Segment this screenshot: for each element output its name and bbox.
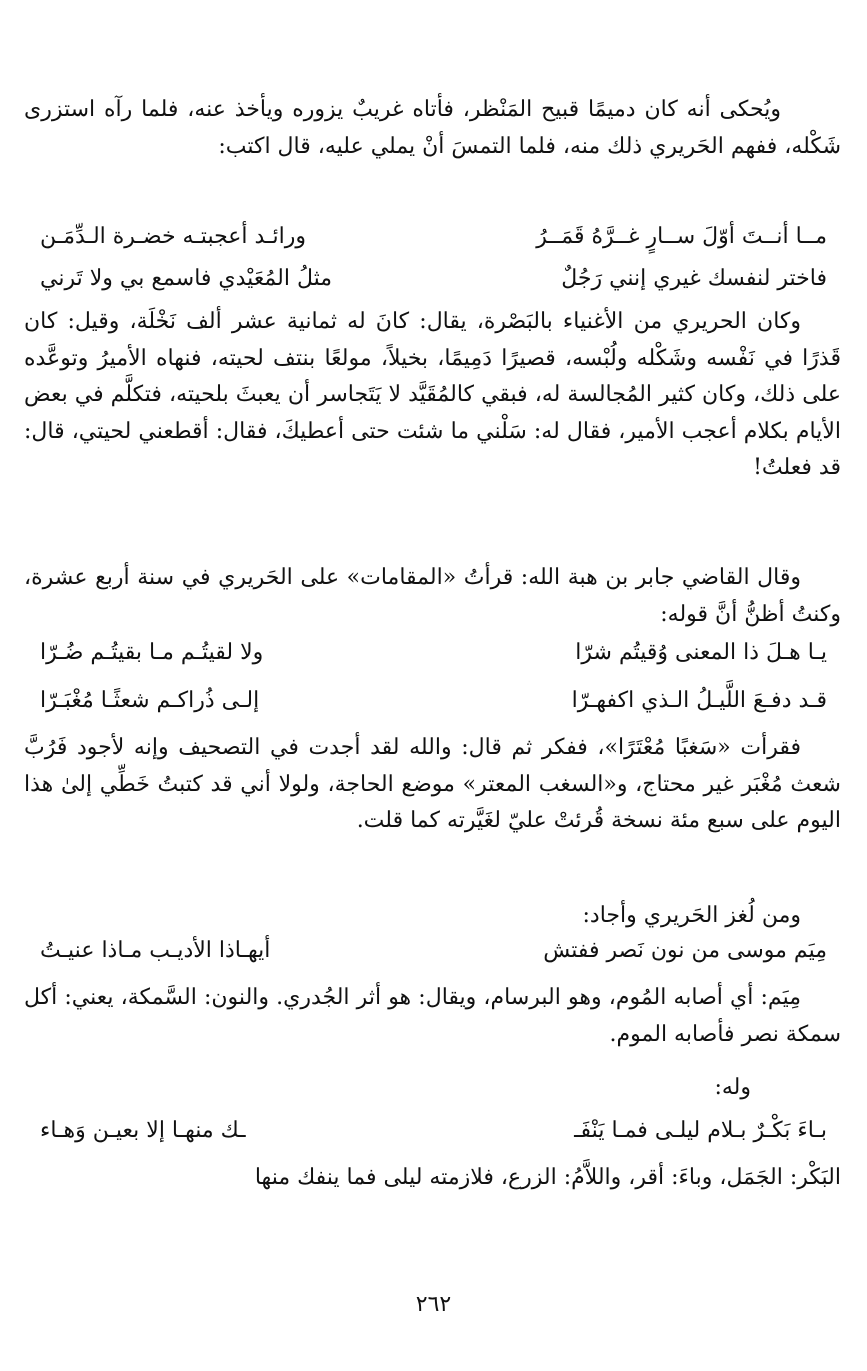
paragraph-text: مِيَم: أي أصابه المُوم، وهو البرسام، ويقال: هو أثر الجُدري. والنون: السَّمكة، يعني: أكل سمكة نصر فأصابه الموم. [24,985,841,1047]
paragraph-body [24,1070,841,1107]
verse-first-hemistich: فاختر لنفسك غيري إنني رَجُلٌ [561,266,827,291]
verse-second-hemistich: ـك منهـا إلا بعيـن وَهـاء [40,1118,246,1143]
verse-second-hemistich: إلـى ذُراكـم شعثًـا مُغْبَـرّا [40,688,260,713]
paragraph-body [24,898,841,935]
paragraph-body [24,980,841,1053]
paragraph-text: وله: [714,1075,751,1100]
paragraph-body [24,730,841,840]
verse-second-hemistich: ولا لقيتُـم مـا بقيتُـم ضُـرّا [40,640,264,665]
paragraph-text: وقال القاضي جابر بن هبة الله: قرأتُ «المقامات» على الحَريري في سنة أربع عشرة، وكنتُ أظنُّ أنَّ قوله: [24,565,841,627]
paragraph-intro [24,92,841,165]
paragraph-body [24,304,841,487]
verse-first-hemistich: مِيَم موسى من نون نَصر ففتش [543,938,827,963]
verse-line [40,688,827,724]
paragraph-text: وكان الحريري من الأغنياء بالبَصْرة، يقال: كانَ له ثمانية عشر ألف نَخْلَة، وقيل: كان قَذرًا في نَفْسه وشَكْله ولُبْسه، قصيرًا دَمِيمًا، بخيلاً، مولعًا بنتف لحيته، فنهاه الأميرُ وتوعَّده على ذلك، وكان كثير المُجالسة له، فبقي كالمُقَيَّد لا يَتَجاسر أن يعبثَ بلحيته، فتكلَّم في بعض الأيام بكلام أعجب الأمير، فقال له: سَلْني ما شئت حتى أعطيكَ، فقال: أقطعني لحيتي، قال: قد فعلتُ! [24,309,841,480]
verse-second-hemistich: ورائـد أعجبتـه خضـرة الـدِّمَـن [40,224,306,249]
paragraph-text: فقرأت «سَغبًا مُعْتَرًا»، ففكر ثم قال: والله لقد أجدت في التصحيف وإنه لأجود فَرُبَّ شعث مُغْبَر غير محتاج، و«السغب المعتر» موضع الحاجة، ولولا أني قد كتبتُ خَطِّي إلىٰ هذا اليوم على سبع مئة نسخة قُرئتْ عليّ لغَيَّرته كما قلت. [24,735,841,833]
verse-line [40,1118,827,1154]
paragraph-body [24,1160,841,1197]
paragraph-body [24,560,841,633]
verse-first-hemistich: مــا أنــتَ أوّلَ ســارٍ غــرَّهُ قَمَــرُ [536,224,827,249]
paragraph-text: ويُحكى أنه كان دميمًا قبيح المَنْظر، فأتاه غريبٌ يزوره ويأخذ عنه، فلما رآه استزرى شَكْله، ففهم الحَريري ذلك منه، فلما التمسَ أنْ يملي عليه، قال اكتب: [24,97,841,159]
verse-line [40,938,827,974]
verse-first-hemistich: يـا هـلَ ذا المعنى وُقيتُم شرّا [575,640,827,665]
paragraph-text: البَكْر: الجَمَل، وباءَ: أقر، واللاَّمُ: الزرع، فلازمته ليلى فما ينفك منها [254,1165,841,1190]
verse-line [40,224,827,260]
verse-line [40,640,827,676]
verse-first-hemistich: قـد دفـعَ اللَّيـلُ الـذي اكفهـرّا [571,688,827,713]
verse-second-hemistich: مثلُ المُعَيْدي فاسمع بي ولا تَرني [40,266,333,291]
paragraph-text: ومن لُغز الحَريري وأجاد: [582,903,801,928]
verse-first-hemistich: بـاءَ بَكْـرٌ بـلام ليلـى فمـا يَنْفَـ [574,1118,827,1143]
verse-line [40,266,827,302]
verse-second-hemistich: أيهـاذا الأديـب مـاذا عنيـتُ [40,938,271,963]
page-number: ٢٦٢ [415,1292,452,1317]
